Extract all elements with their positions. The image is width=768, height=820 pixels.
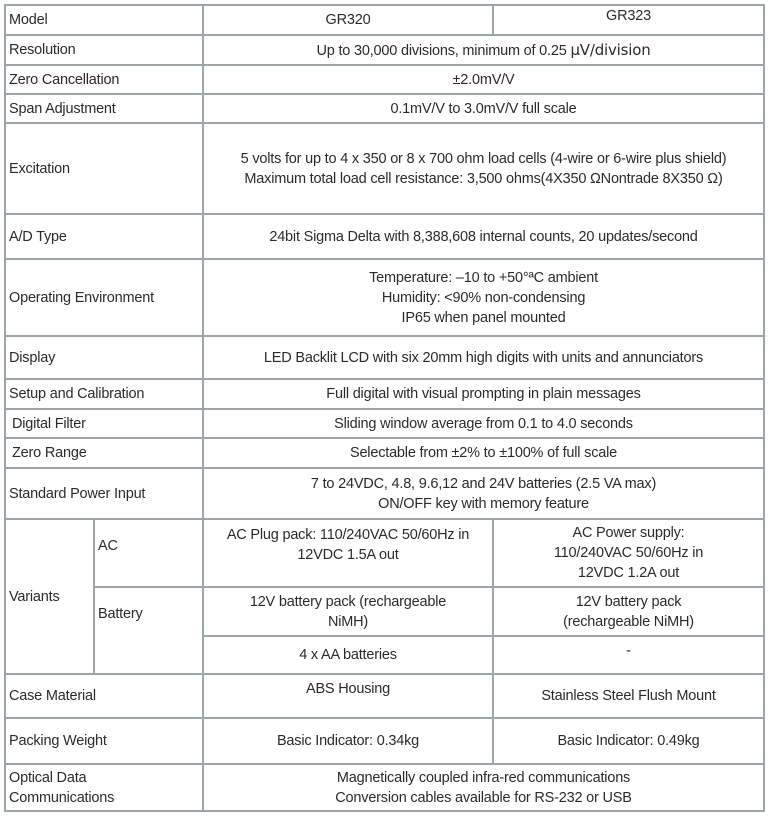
resolution-label: Resolution	[5, 35, 203, 65]
row-resolution	[5, 35, 764, 65]
row-model	[5, 5, 764, 35]
operating-environment-label: Operating Environment	[5, 259, 203, 336]
standard-power-input-line-2: ON/OFF key with memory feature	[378, 495, 589, 512]
excitation-value	[203, 123, 764, 214]
packing-weight-label: Packing Weight	[5, 718, 203, 764]
optical-data-value	[203, 764, 764, 811]
variants-battery-label: Battery	[94, 587, 203, 674]
case-material-label: Case Material	[5, 674, 203, 718]
digital-filter-label: Digital Filter	[5, 409, 203, 438]
digital-filter-value: Sliding window average from 0.1 to 4.0 seconds	[203, 409, 764, 438]
packing-weight-gr323: Basic Indicator: 0.49kg	[493, 718, 764, 764]
variants-battery-gr323: 12V battery pack (rechargeable NiMH)	[493, 587, 764, 636]
packing-weight-gr320: Basic Indicator: 0.34kg	[203, 718, 493, 764]
model-gr323: GR323	[493, 5, 764, 35]
operating-environment-line-3: IP65 when panel mounted	[401, 309, 566, 326]
row-excitation	[5, 123, 764, 214]
model-gr320: GR320	[203, 5, 493, 35]
variants-battery-gr320: 12V battery pack (rechargeable NiMH)	[203, 587, 493, 636]
zero-range-value: Selectable from ±2% to ±100% of full scale	[203, 438, 764, 468]
zero-range-label: Zero Range	[5, 438, 203, 468]
resolution-unit: μV/division	[570, 40, 651, 59]
standard-power-input-value	[203, 468, 764, 519]
row-display	[5, 336, 764, 379]
row-case-material	[5, 674, 764, 718]
row-zero-cancellation	[5, 65, 764, 94]
ad-type-value: 24bit Sigma Delta with 8,388,608 internal counts, 20 updates/second	[203, 214, 764, 259]
optical-data-line-2: Conversion cables available for RS-232 or USB	[335, 789, 632, 806]
zero-cancellation-label: Zero Cancellation	[5, 65, 203, 94]
excitation-line-1: 5 volts for up to 4 x 350 or 8 x 700 ohm load cells (4-wire or 6-wire plus shield)	[240, 150, 727, 167]
row-packing-weight	[5, 718, 764, 764]
resolution-value-text: Up to 30,000 divisions, minimum of 0.25	[316, 42, 571, 59]
optical-data-line-1: Magnetically coupled infra-red communications	[336, 769, 631, 786]
optical-data-label: Optical Data Communications	[5, 764, 203, 811]
row-standard-power-input	[5, 468, 764, 519]
display-value: LED Backlit LCD with six 20mm high digits with units and annunciators	[203, 336, 764, 379]
case-material-gr320: ABS Housing	[203, 674, 493, 718]
row-variants-ac	[5, 519, 764, 587]
row-operating-environment	[5, 259, 764, 336]
variants-ac-label: AC	[94, 519, 203, 587]
variants-label: Variants	[5, 519, 94, 674]
excitation-label: Excitation	[5, 123, 203, 214]
model-label: Model	[5, 5, 203, 35]
resolution-value	[203, 35, 764, 65]
variants-ac-gr323-line-1: AC Power supply:	[572, 525, 685, 541]
row-setup-calibration	[5, 379, 764, 409]
variants-ac-gr323-line-3: 12VDC 1.2A out	[577, 565, 680, 581]
row-span-adjustment	[5, 94, 764, 123]
excitation-line-2: Maximum total load cell resistance: 3,500 ohms(4X350 ΩNontrade 8X350 Ω)	[244, 170, 723, 187]
zero-cancellation-value: ±2.0mV/V	[203, 65, 764, 94]
setup-calibration-value: Full digital with visual prompting in plain messages	[203, 379, 764, 409]
display-label: Display	[5, 336, 203, 379]
variants-ac-gr323-line-2: 110/240VAC 50/60Hz in	[553, 545, 704, 561]
setup-calibration-label: Setup and Calibration	[5, 379, 203, 409]
row-digital-filter	[5, 409, 764, 438]
row-optical-data	[5, 764, 764, 811]
span-adjustment-label: Span Adjustment	[5, 94, 203, 123]
variants-aa-gr320: 4 x AA batteries	[203, 636, 493, 674]
operating-environment-line-1: Temperature: –10 to +50°ªC ambient	[369, 269, 598, 286]
operating-environment-value	[203, 259, 764, 336]
spec-table	[4, 4, 765, 812]
case-material-gr323: Stainless Steel Flush Mount	[493, 674, 764, 718]
standard-power-input-line-1: 7 to 24VDC, 4.8, 9.6,12 and 24V batteries (2.5 VA max)	[310, 475, 657, 492]
row-variants-battery-1	[5, 587, 764, 636]
ad-type-label: A/D Type	[5, 214, 203, 259]
standard-power-input-label: Standard Power Input	[5, 468, 203, 519]
variants-aa-gr323: -	[493, 636, 764, 674]
operating-environment-line-2: Humidity: <90% non-condensing	[381, 289, 586, 306]
span-adjustment-value: 0.1mV/V to 3.0mV/V full scale	[203, 94, 764, 123]
variants-ac-gr323	[493, 519, 764, 587]
row-zero-range	[5, 438, 764, 468]
variants-ac-gr320: AC Plug pack: 110/240VAC 50/60Hz in 12VDC 1.5A out	[203, 519, 493, 587]
row-ad-type	[5, 214, 764, 259]
